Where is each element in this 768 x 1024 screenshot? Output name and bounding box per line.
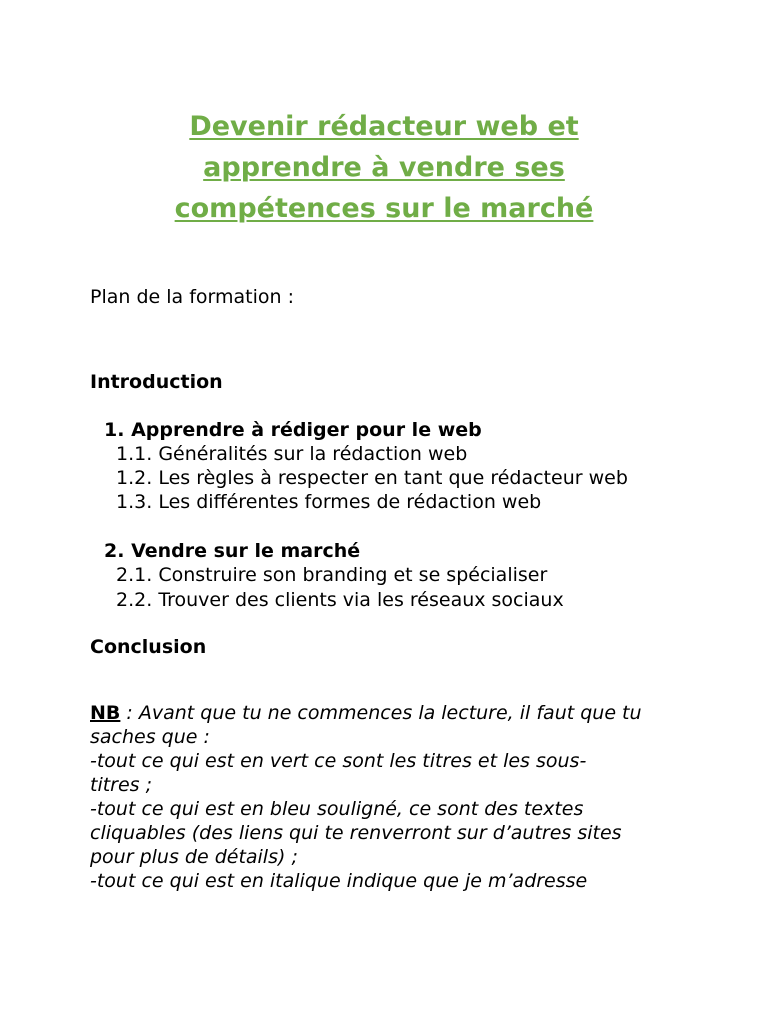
section-title: Apprendre à rédiger pour le web <box>131 419 482 441</box>
section-number: 1. <box>104 419 125 441</box>
item-text: Construire son branding et se spécialiser <box>158 564 548 586</box>
toc-item <box>116 490 541 514</box>
note-block <box>90 701 690 893</box>
title-line: compétences sur le marché <box>174 193 594 224</box>
note-line <box>90 701 690 725</box>
nb-label: NB <box>90 702 121 724</box>
item-text: Les règles à respecter en tant que rédacteur web <box>158 467 628 489</box>
note-line: -tout ce qui est en vert ce sont les titres et les sous- <box>90 750 587 772</box>
toc-item <box>116 442 467 466</box>
title-line: apprendre à vendre ses <box>203 152 565 183</box>
toc-item <box>116 466 628 490</box>
item-text: Généralités sur la rédaction web <box>158 443 468 465</box>
item-number: 1.3. <box>116 491 153 513</box>
note-text: : Avant que tu ne commences la lecture, il faut que tu <box>120 702 642 724</box>
title-line: Devenir rédacteur web et <box>189 111 579 142</box>
section-number: 2. <box>104 540 125 562</box>
item-text: Trouver des clients via les réseaux sociaux <box>158 589 564 611</box>
item-number: 2.1. <box>116 564 153 586</box>
note-line: saches que : <box>90 726 210 748</box>
item-number: 1.1. <box>116 443 153 465</box>
item-text: Les différentes formes de rédaction web <box>158 491 542 513</box>
toc-item <box>116 588 564 612</box>
section-2-heading <box>104 539 360 563</box>
note-line: pour plus de détails) ; <box>90 846 298 868</box>
item-number: 2.2. <box>116 589 153 611</box>
note-line: -tout ce qui est en italique indique que je m’adresse <box>90 870 588 892</box>
plan-label: Plan de la formation : <box>90 286 294 308</box>
section-title: Vendre sur le marché <box>131 540 361 562</box>
conclusion-heading: Conclusion <box>90 636 207 658</box>
introduction-heading: Introduction <box>90 371 223 393</box>
section-1-heading <box>104 418 482 442</box>
note-line: cliquables (des liens qui te renverront sur d’autres sites <box>90 822 622 844</box>
note-line: -tout ce qui est en bleu souligné, ce sont des textes <box>90 798 584 820</box>
document-title <box>0 106 768 229</box>
toc-item <box>116 563 547 587</box>
item-number: 1.2. <box>116 467 153 489</box>
note-line: titres ; <box>90 774 153 796</box>
